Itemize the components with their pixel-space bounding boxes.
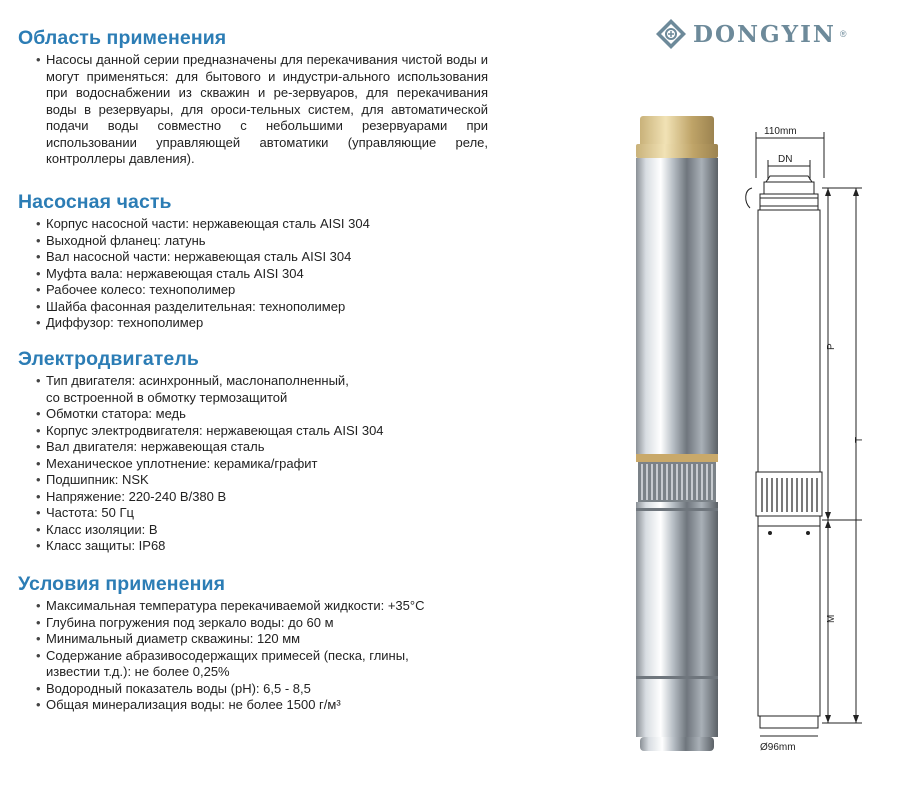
list-item: • Минимальный диаметр скважины: 120 мм xyxy=(46,631,424,648)
width-label: 110mm xyxy=(764,126,797,137)
list-item: • Глубина погружения под зеркало воды: до 60 м xyxy=(46,615,424,632)
list-item: • Подшипник: NSK xyxy=(46,472,384,489)
dimension-drawing xyxy=(738,118,888,758)
list-item: • Муфта вала: нержавеющая сталь AISI 304 xyxy=(46,266,370,283)
list-item: • Частота: 50 Гц xyxy=(46,505,384,522)
list-item: • Корпус насосной части: нержавеющая сталь AISI 304 xyxy=(46,216,370,233)
pump-body xyxy=(636,158,718,458)
list-item: • Класс защиты: IP68 xyxy=(46,538,384,555)
registered-mark: ® xyxy=(839,29,847,39)
list-item: • Максимальная температура перекачиваемой жидкости: +35°С xyxy=(46,598,424,615)
diameter-label: Ø96mm xyxy=(760,742,796,753)
list-item: • Рабочее колесо: технополимер xyxy=(46,282,370,299)
list-item: • Корпус электродвигателя: нержавеющая сталь AISI 304 xyxy=(46,423,384,440)
list-item: • Класс изоляции: В xyxy=(46,522,384,539)
list-item: • Механическое уплотнение: керамика/графит xyxy=(46,456,384,473)
bullet-list xyxy=(18,216,370,332)
list-item: • Общая минерализация воды: не более 1500 г/м³ xyxy=(46,697,424,714)
list-item: • Напряжение: 220-240 В/380 В xyxy=(46,489,384,506)
list-item: • Тип двигателя: асинхронный, маслонаполненный, xyxy=(46,373,384,390)
list-item: • Шайба фасонная разделительная: технополимер xyxy=(46,299,370,316)
section-title: Область применения xyxy=(18,27,227,49)
section-title: Электродвигатель xyxy=(18,348,199,370)
pump-photo xyxy=(628,116,733,756)
list-item: • Содержание абразивосодержащих примесей (песка, глины, xyxy=(46,648,424,665)
motor-body xyxy=(636,502,718,737)
section-pump-part xyxy=(18,192,370,332)
list-item: • Водородный показатель воды (pH): 6,5 - 8,5 xyxy=(46,681,424,698)
p-label: P xyxy=(826,343,837,350)
brand-name: DONGYIN xyxy=(693,20,836,48)
brand-logo xyxy=(655,18,847,50)
section-application xyxy=(18,28,488,168)
dn-label: DN xyxy=(778,154,793,165)
dongyin-logo-icon xyxy=(655,18,687,50)
list-item: • Диффузор: технополимер xyxy=(46,315,370,332)
list-item: • Насосы данной серии предназначены для перекачивания чистой воды и могут применяться: для бытового и индустри-ального использования при водоснабжении из скважин и ре-зервуаров, для перекачивания воды в резервуары, для ороси-тельных систем, для автоматической подачи воды совместно с небольшими резервуарами при использовании управляющей автоматики (управляющие реле, контроллеры давления). xyxy=(46,52,488,168)
bullet-list xyxy=(18,52,488,168)
section-title: Условия применения xyxy=(18,573,226,595)
section-operating-conditions xyxy=(18,574,424,714)
list-item-continuation: со встроенной в обмотку термозащитой xyxy=(46,389,288,405)
bullet-list xyxy=(18,373,384,555)
list-item: • Обмотки статора: медь xyxy=(46,406,384,423)
list-item: • Выходной фланец: латунь xyxy=(46,233,370,250)
t-label: T xyxy=(854,436,865,443)
bullet-list xyxy=(18,598,424,714)
section-title: Насосная часть xyxy=(18,191,172,213)
list-item: • Вал насосной части: нержавеющая сталь AISI 304 xyxy=(46,249,370,266)
m-label: M xyxy=(826,614,837,623)
list-item-continuation: известии т.д.): не более 0,25% xyxy=(46,664,230,679)
list-item: • Вал двигателя: нержавеющая сталь xyxy=(46,439,384,456)
section-motor xyxy=(18,349,384,555)
